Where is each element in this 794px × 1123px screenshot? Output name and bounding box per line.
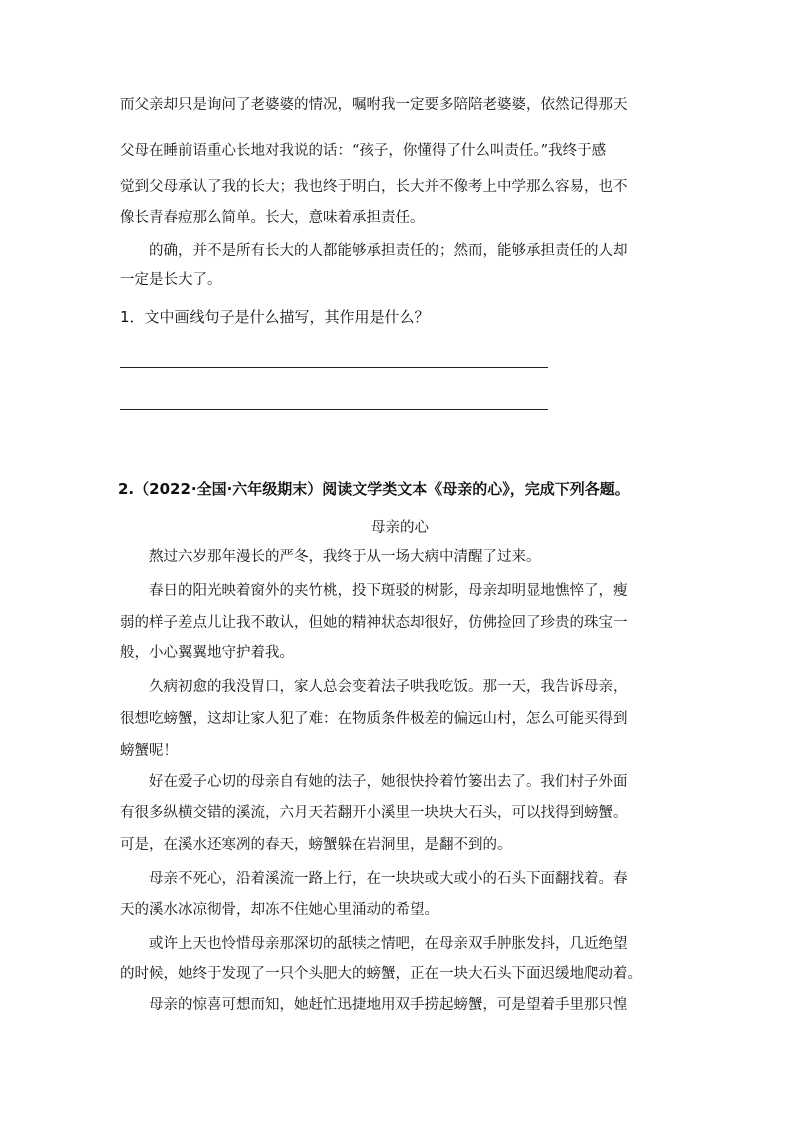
answer-line-1[interactable] <box>120 367 548 368</box>
passage1-line: 像长青春痘那么简单。长大，意味着承担责任。 <box>120 210 425 226</box>
passage1-line: 的确，并不是所有长大的人都能够承担责任的；然而，能够承担责任的人却 <box>120 243 628 259</box>
story-line: 熬过六岁那年漫长的严冬，我终于从一场大病中清醒了过来。 <box>120 549 541 565</box>
answer-line-2[interactable] <box>120 409 548 410</box>
story-line: 般，小心翼翼地守护着我。 <box>120 645 294 661</box>
story-line: 很想吃螃蟹，这却让家人犯了难：在物质条件极差的偏远山村，怎么可能买得到 <box>120 711 628 727</box>
question1-text: 1．文中画线句子是什么描写，其作用是什么？ <box>120 308 430 326</box>
story-line: 春日的阳光映着窗外的夹竹桃，投下斑驳的树影，母亲却明显地憔悴了，瘦 <box>120 583 628 599</box>
story-line: 可是，在溪水还寒冽的春天，螃蟹躲在岩洞里，是翻不到的。 <box>120 837 512 853</box>
story-line: 好在爱子心切的母亲自有她的法子，她很快拎着竹篓出去了。我们村子外面 <box>120 774 628 790</box>
passage1-line: 父母在睡前语重心长地对我说的话：“孩子，你懂得了什么叫责任。”我终于感 <box>120 143 607 159</box>
story-line: 母亲不死心，沿着溪流一路上行，在一块块或大或小的石头下面翻找着。春 <box>120 871 628 887</box>
question2-heading: 2.（2022·全国·六年级期末）阅读文学类文本《母亲的心》，完成下列各题。 <box>118 480 630 498</box>
story-line: 天的溪水冰凉彻骨，却冻不住她心里涌动的希望。 <box>120 902 439 918</box>
story-line: 螃蟹呢！ <box>120 743 178 759</box>
passage1-line: 觉到父母承认了我的长大；我也终于明白，长大并不像考上中学那么容易，也不 <box>120 179 628 195</box>
story-line: 母亲的惊喜可想而知，她赶忙迅捷地用双手捞起螃蟹，可是望着手里那只惶 <box>120 997 628 1013</box>
story-title: 母亲的心 <box>371 520 429 536</box>
story-line: 久病初愈的我没胃口，家人总会变着法子哄我吃饭。那一天，我告诉母亲， <box>120 679 628 695</box>
passage1-line: 一定是长大了。 <box>120 272 222 288</box>
story-line: 或许上天也怜惜母亲那深切的舐犊之情吧，在母亲双手肿胀发抖，几近绝望 <box>120 936 628 952</box>
passage1-line: 而父亲却只是询问了老婆婆的情况，嘱咐我一定要多陪陪老婆婆，依然记得那天 <box>120 97 628 113</box>
story-line: 弱的样子差点儿让我不敢认，但她的精神状态却很好，仿佛捡回了珍贵的珠宝一 <box>120 615 628 631</box>
story-line: 有很多纵横交错的溪流，六月天若翻开小溪里一块块大石头，可以找得到螃蟹。 <box>120 805 628 821</box>
story-line: 的时候，她终于发现了一只个头肥大的螃蟹，正在一块大石头下面迟缓地爬动着。 <box>120 966 642 982</box>
